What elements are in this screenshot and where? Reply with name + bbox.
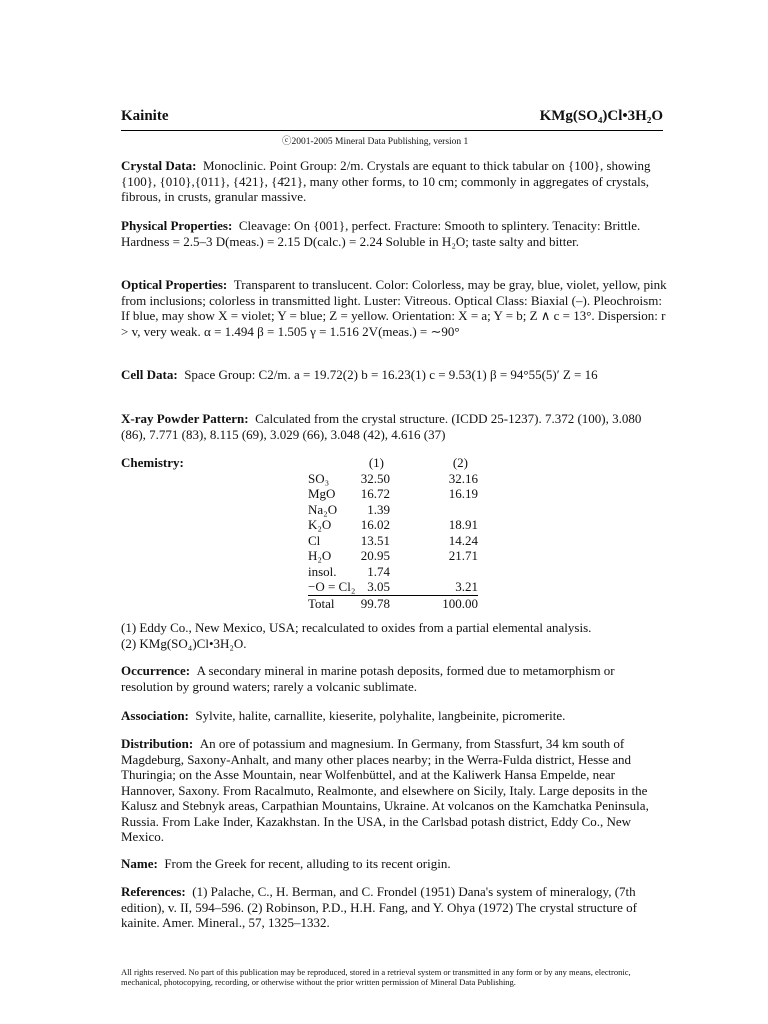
chemistry-label: Chemistry: — [121, 455, 184, 470]
cell-data-section — [121, 367, 669, 383]
xray-section — [121, 411, 669, 442]
table-row — [308, 564, 478, 580]
chemistry-note-2: (2) KMg(SO₄)Cl•3H₂O. — [121, 635, 247, 651]
value-col2: 32.16 — [448, 470, 478, 486]
name-section — [121, 856, 669, 872]
occurrence-section — [121, 663, 669, 694]
optical-properties-section — [121, 277, 669, 339]
xray-label: X-ray Powder Pattern: — [121, 411, 249, 426]
value-col1: 13.51 — [360, 532, 390, 548]
cell-data-label: Cell Data: — [121, 367, 178, 382]
table-row — [308, 548, 478, 564]
page-header — [121, 108, 663, 130]
oxide-name: MgO — [308, 486, 336, 501]
distribution-text: An ore of potassium and magnesium. In Germany, from Stassfurt, 34 km south of Magdeburg, Saxony-Anhalt, and many other places nearby; in the Werra-Fulda district, Hesse and Thuringia; on the Asse Mountain, near Wolfenbüttel, and at the Kaliwerk Hansa Empelde, near Hannover, Saxony. From Racalmuto, Realmonte, and elsewhere on Sicily, Italy. Large deposits in the Kalusz and Stebnyk areas, Carpathian Mountains, Ukraine. At volcanos on the Kamchatka Peninsula, Russia. From Lake Inder, Kazakhstan. In the USA, in the Carlsbad potash district, Eddy Co., New Mexico. — [121, 736, 649, 844]
total-col2: 100.00 — [442, 595, 478, 611]
oxide-name: Na₂O — [308, 501, 338, 517]
association-text: Sylvite, halite, carnallite, kieserite, polyhalite, langbeinite, picromerite. — [195, 708, 566, 723]
oxide-name: H₂O — [308, 548, 332, 563]
physical-properties-section — [121, 218, 669, 249]
chemistry-notes — [121, 620, 669, 651]
value-col2: 18.91 — [448, 517, 478, 532]
optical-properties-text: Transparent to translucent. Color: Colorless, may be gray, blue, violet, yellow, pink from inclusions; colorless in transmitted light. Luster: Vitreous. Optical Class: Biaxial (–). Pleochroism: If blue, may show X = violet; Y = blue; Z = yellow. Orientation: X = a; Y = b; Z ∧ c = 13°. Dispersion: r > v, very weak. α = 1.494 β = 1.505 γ = 1.516 2V(meas.) = ∼90° — [121, 277, 667, 339]
physical-properties-label: Physical Properties: — [121, 218, 233, 233]
copyright-line: ⓒ2001-2005 Mineral Data Publishing, version 1 — [282, 137, 469, 147]
mineral-title: Kainite — [121, 108, 169, 124]
oxide-name: SO₃ — [308, 470, 330, 486]
total-col1: 99.78 — [360, 595, 390, 611]
references-text: (1) Palache, C., H. Berman, and C. Frondel (1951) Dana's system of mineralogy, (7th edition), v. II, 594–596. (2) Robinson, P.D., H.H. Fang, and Y. Ohya (1972) The crystal structure of kainite. Amer. Mineral., 57, 1325–1332. — [121, 884, 637, 930]
total-label: Total — [308, 595, 335, 611]
value-col1: 1.74 — [367, 563, 390, 579]
xray-text: Calculated from the crystal structure. (ICDD 25-1237). 7.372 (100), 3.080 (86), 7.771 (83), 8.115 (69), 3.029 (66), 3.048 (42), 4.616 (37) — [121, 411, 642, 442]
cell-data-text: Space Group: C2/m. a = 19.72(2) b = 16.23(1) c = 9.53(1) β = 94°55(5)′ Z = 16 — [184, 367, 598, 382]
occurrence-text: A secondary mineral in marine potash deposits, formed due to metamorphism or resolution by ground waters; rarely a volcanic sublimate. — [121, 663, 615, 694]
chemistry-col2-header: (2) — [452, 455, 468, 470]
chemistry-note-1: (1) Eddy Co., New Mexico, USA; recalculated to oxides from a partial elemental analysis. — [121, 620, 592, 635]
value-col1: 16.02 — [360, 517, 390, 532]
total-row — [308, 595, 478, 612]
footer-rights-notice: All rights reserved. No part of this publication may be reproduced, stored in a retrieval system or transmitted in any form or by any means, electronic, mechanical, photocopying, recording, or otherwise without the prior written permission of Mineral Data Publishing. — [121, 967, 631, 987]
value-col1: 20.95 — [360, 548, 390, 563]
chemistry-header-row — [308, 455, 478, 471]
name-label: Name: — [121, 856, 158, 871]
oxide-name: insol. — [308, 563, 337, 579]
value-col1: 1.39 — [367, 501, 390, 517]
oxide-name: Cl — [308, 532, 321, 548]
chemistry-col1-header: (1) — [368, 455, 384, 470]
table-row — [308, 502, 478, 518]
crystal-data-section — [121, 158, 669, 205]
association-label: Association: — [121, 708, 189, 723]
header-rule — [121, 130, 663, 131]
name-text: From the Greek for recent, alluding to its recent origin. — [164, 856, 451, 871]
mineral-formula: KMg(SO₄)Cl•3H₂O — [539, 108, 663, 124]
table-row — [308, 579, 478, 595]
distribution-label: Distribution: — [121, 736, 194, 751]
value-col2: 21.71 — [448, 548, 478, 563]
optical-properties-label: Optical Properties: — [121, 277, 228, 292]
physical-properties-text: Cleavage: On {001}, perfect. Fracture: Smooth to splintery. Tenacity: Brittle. Hardness = 2.5–3 D(meas.) = 2.15 D(calc.) = 2.24 Soluble in H₂O; taste salty and bitter. — [121, 218, 641, 249]
oxide-name: −O = Cl₂ — [308, 579, 356, 594]
references-section — [121, 884, 669, 931]
occurrence-label: Occurrence: — [121, 663, 191, 678]
association-section — [121, 708, 669, 724]
value-col1: 3.05 — [367, 579, 390, 594]
chemistry-table — [308, 455, 478, 611]
table-row — [308, 471, 478, 487]
table-row — [308, 486, 478, 502]
oxide-name: K₂O — [308, 517, 332, 532]
crystal-data-label: Crystal Data: — [121, 158, 197, 173]
value-col2: 3.21 — [455, 579, 478, 594]
references-label: References: — [121, 884, 186, 899]
value-col2: 16.19 — [448, 486, 478, 501]
value-col1: 16.72 — [360, 486, 390, 501]
value-col2: 14.24 — [448, 532, 478, 548]
value-col1: 32.50 — [360, 470, 390, 486]
table-row — [308, 533, 478, 549]
crystal-data-text: Monoclinic. Point Group: 2/m. Crystals are equant to thick tabular on {100}, showing {100}, {010},{011}, {421}, {4̄21}, many other forms, to 10 cm; commonly in aggregates of crystals, fibrous, in crusts, granular massive. — [121, 158, 651, 204]
distribution-section — [121, 736, 669, 845]
table-row — [308, 517, 478, 533]
